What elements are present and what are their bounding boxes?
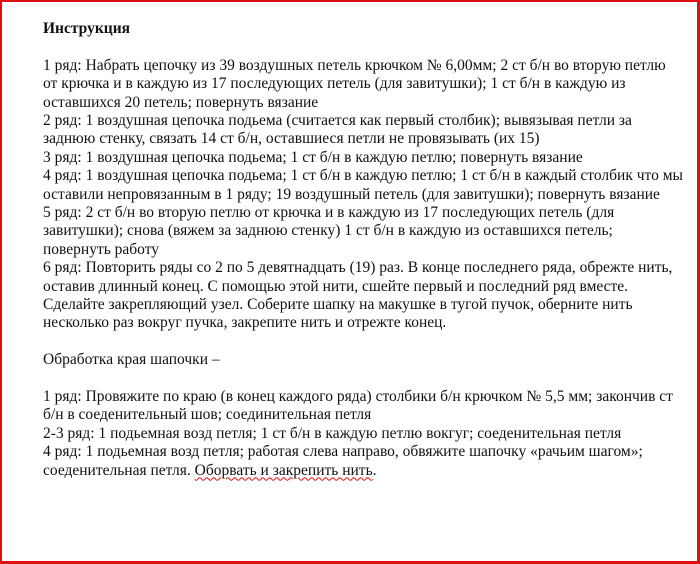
document-title: Инструкция <box>43 20 131 37</box>
spacer <box>43 370 683 388</box>
spacer <box>43 333 683 351</box>
row-6-text: 6 ряд: Повторить ряды со 2 по 5 девятнадцать (19) раз. В конце последнего ряда, обрежте нить, оставив длинный конец. С помощью этой нити, сшейте первый и последний ряд вместе. Сделайте закрепляющий узел. Соберите шапку на макушке в тугой пучок, оберните нить несколько раз вокруг пучка, закрепите нить и отрежте конец. <box>43 259 673 332</box>
edge-row-4-text <box>43 443 683 480</box>
instruction-document <box>43 20 683 480</box>
spacer <box>43 38 683 56</box>
row-5-text: 5 ряд: 2 ст б/н во вторую петлю от крючка и в каждую из 17 последующих петель (для завитушки); снова (вяжем за заднюю стенку) 1 ст б/н в каждую из оставшихся петель; повернуть работу <box>43 204 615 258</box>
edge-row-2-3-text: 2-3 ряд: 1 подьемная возд петля; 1 ст б/н в каждую петлю вокгуг; соеденительная петля <box>43 424 622 442</box>
row-2-text: 2 ряд: 1 воздушная цепочка подьема (считается как первый столбик); вывязывая петли за заднюю стенку, связать 14 ст б/н, оставшиеся петли не провязывать (их 15) <box>43 112 632 148</box>
spellcheck-underlined-text: Оборвать и закрепить нить <box>194 461 373 479</box>
edge-row-4-end: . <box>372 461 377 479</box>
edge-row-4-main: 4 ряд: 1 подьемная возд петля; работая слева направо, обвяжите шапочку «рачьим шагом»; соеденительная петля. <box>43 443 643 479</box>
row-1-text: 1 ряд: Набрать цепочку из 39 воздушных петель крючком № 6,00мм; 2 ст б/н во вторую петлю от крючка и в каждую из 17 последующих петель (для завитушки); 1 ст б/н в каждую из оставшихся 20 петель; повернуть вязание <box>43 56 666 111</box>
edge-heading: Обработка края шапочки – <box>43 351 220 369</box>
edge-row-1-text: 1 ряд: Провяжите по краю (в конец каждого ряда) столбики б/н крючком № 5,5 мм; закончив ст б/н в соеденительный шов; соединительная петля <box>43 388 673 424</box>
row-3-text: 3 ряд: 1 воздушная цепочка подьема; 1 ст б/н в каждую петлю; повернуть вязание <box>43 148 583 166</box>
row-4-text: 4 ряд: 1 воздушная цепочка подьема; 1 ст б/н в каждую петлю; 1 ст б/н в каждый столбик что мы оставили непровязанным в 1 ряду; 19 воздушный петель (для завитушки); повернуть вязание <box>43 167 683 203</box>
